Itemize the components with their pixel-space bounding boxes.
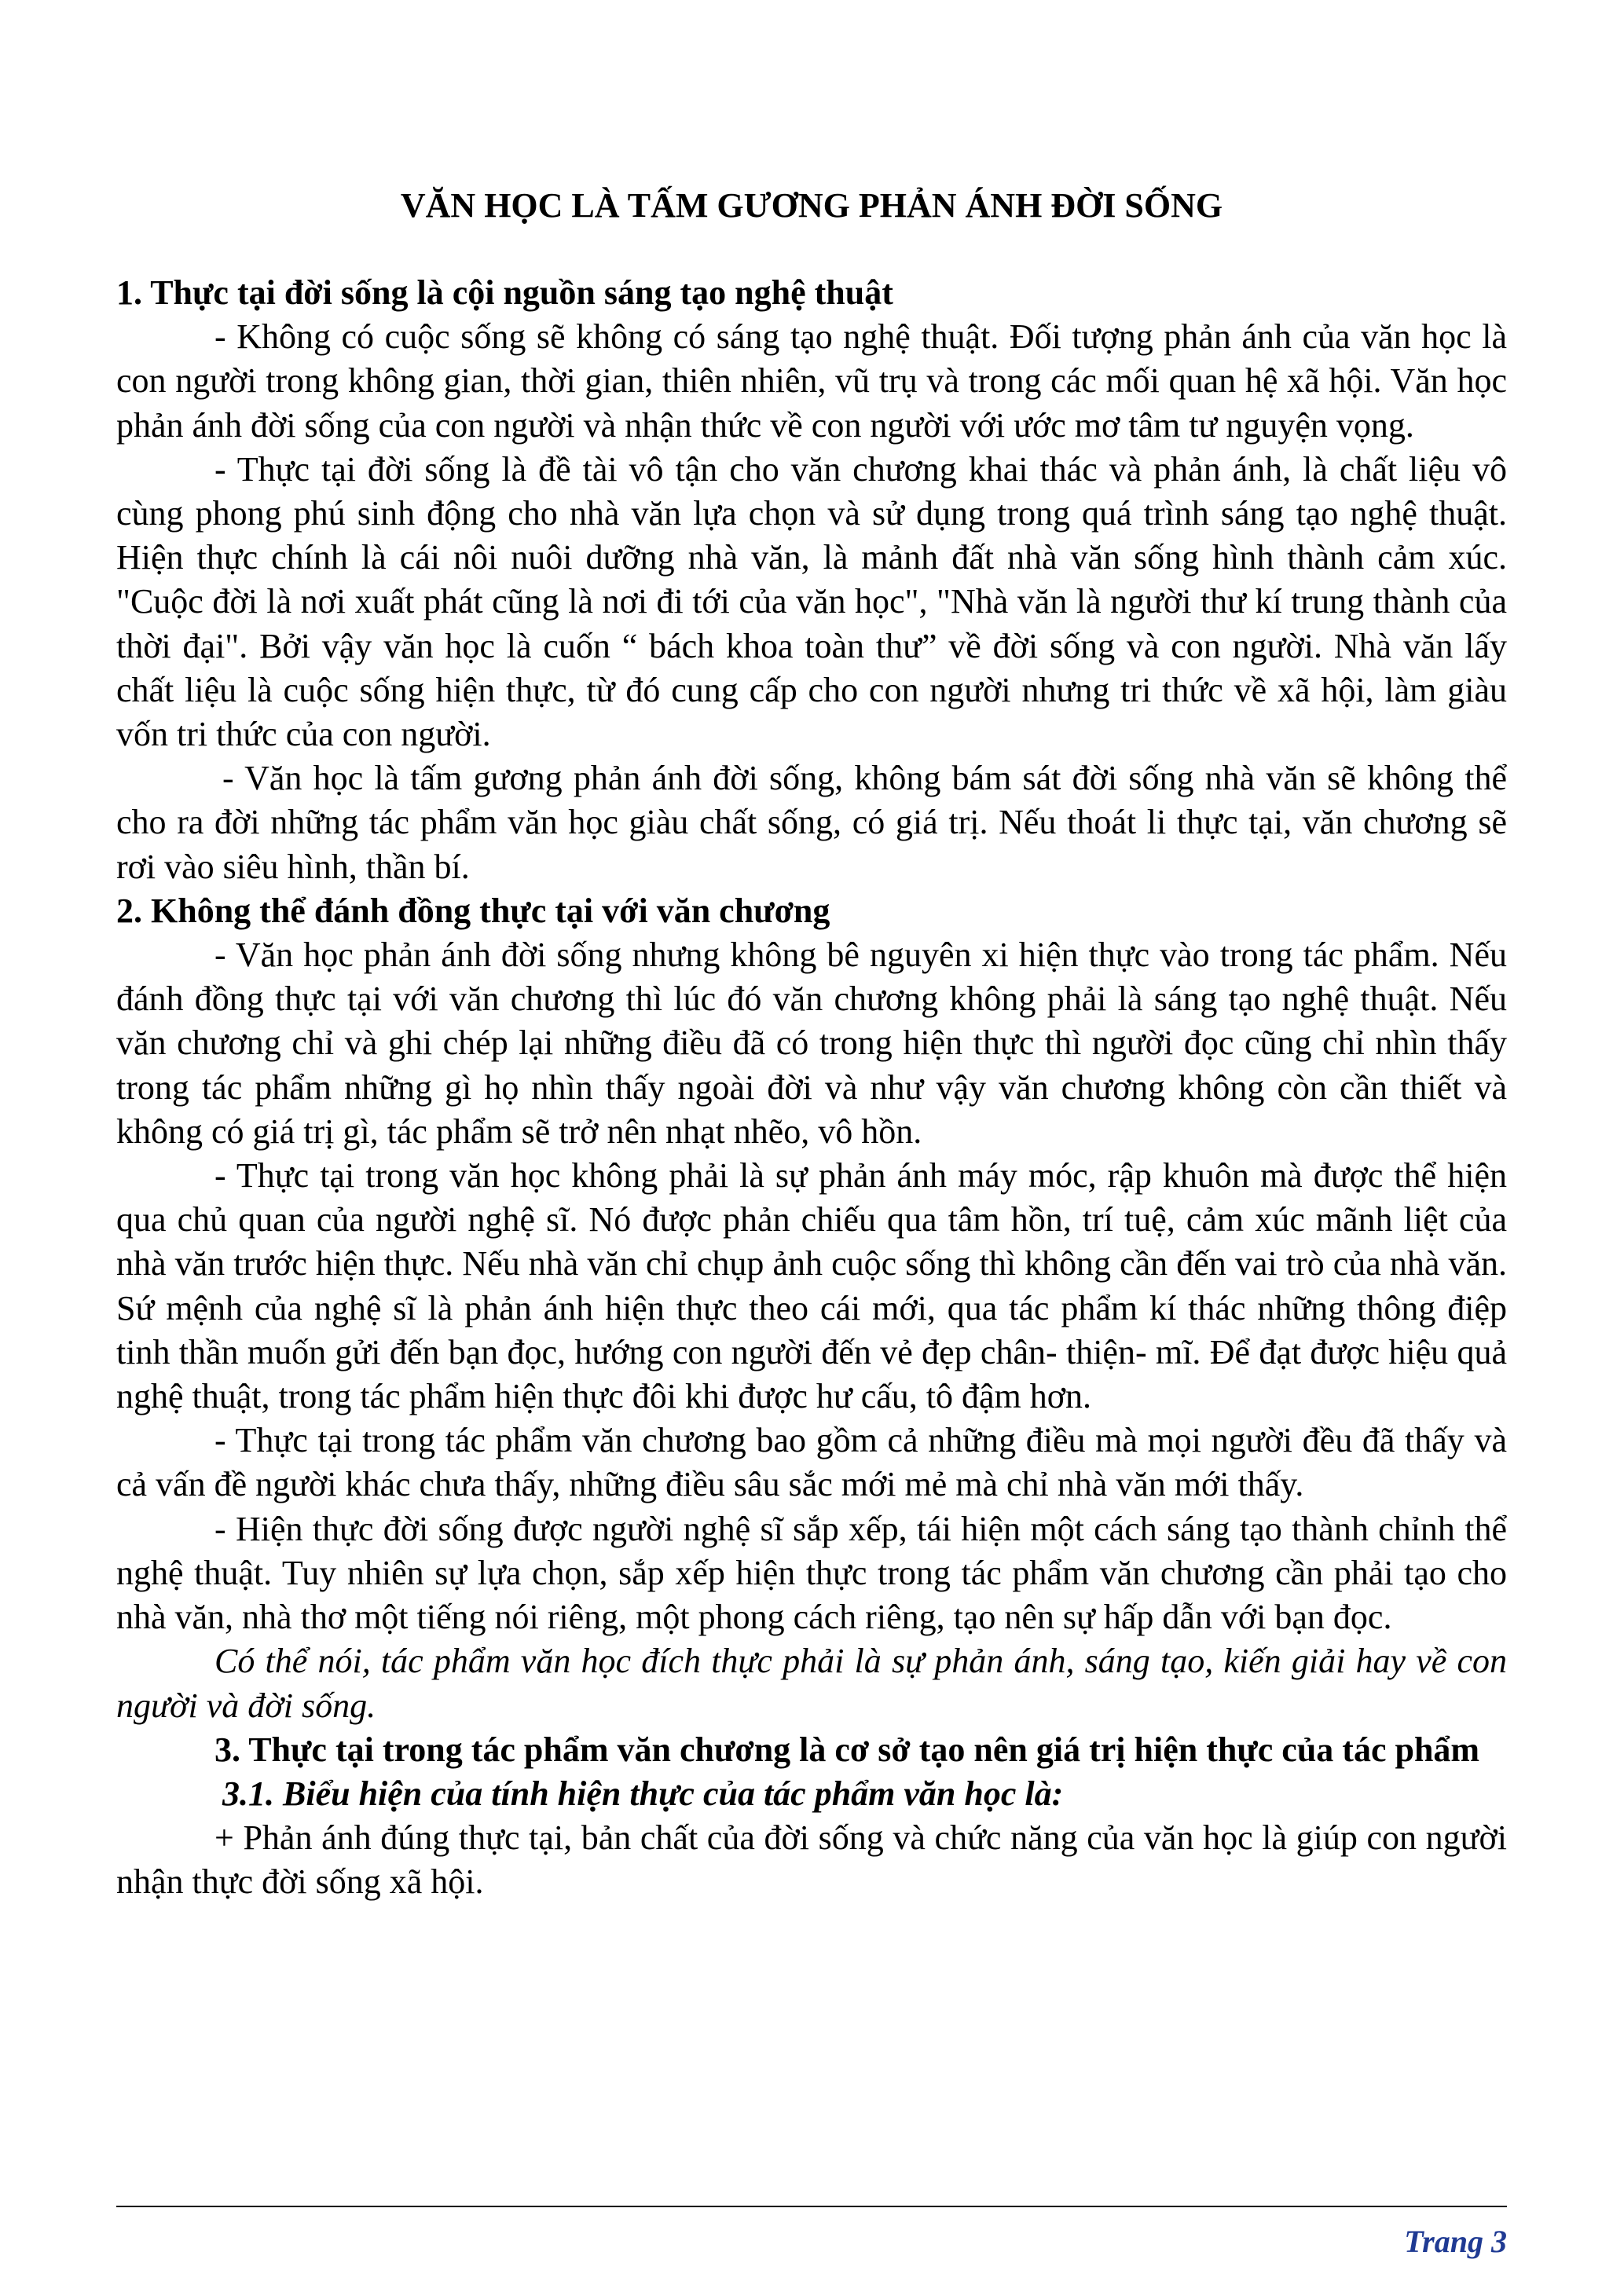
section-3-1-paragraph-1: + Phản ánh đúng thực tại, bản chất của đời sống và chức năng của văn học là giúp con người nhận thực đời sống xã hội. [116,1818,1507,1902]
section-2-conclusion: Có thể nói, tác phẩm văn học đích thực phải là sự phản ánh, sáng tạo, kiến giải hay về con người và đời sống. [116,1642,1507,1725]
section-2-paragraph-4: - Hiện thực đời sống được người nghệ sĩ sắp xếp, tái hiện một cách sáng tạo thành chỉnh thể nghệ thuật. Tuy nhiên sự lựa chọn, sắp xếp hiện thực trong tác phẩm văn chương cần phải tạo cho nhà văn, nhà thơ một tiếng nói riêng, một phong cách riêng, tạo nên sự hấp dẫn với bạn đọc. [116,1509,1507,1637]
section-3-heading: 3. Thực tại trong tác phẩm văn chương là cơ sở tạo nên giá trị hiện thực của tác phẩm [214,1730,1480,1769]
document-page [116,0,1507,2296]
document-title: VĂN HỌC LÀ TẤM GƯƠNG PHẢN ÁNH ĐỜI SỐNG [400,186,1223,225]
document-body [116,271,1507,1905]
section-3-1-heading: 3.1. Biểu hiện của tính hiện thực của tác phẩm văn học là: [222,1774,1064,1813]
footer-divider [116,2206,1507,2207]
section-1-paragraph-1: - Không có cuộc sống sẽ không có sáng tạo nghệ thuật. Đối tượng phản ánh của văn học là con người trong không gian, thời gian, thiên nhiên, vũ trụ và trong các mối quan hệ xã hội. Văn học phản ánh đời sống của con người và nhận thức về con người với ước mơ tâm tư nguyện vọng. [116,317,1507,445]
section-2-paragraph-3: - Thực tại trong tác phẩm văn chương bao gồm cả những điều mà mọi người đều đã thấy và cả vấn đề người khác chưa thấy, những điều sâu sắc mới mẻ mà chỉ nhà văn mới thấy. [116,1421,1507,1504]
section-2-heading: 2. Không thể đánh đồng thực tại với văn chương [116,891,830,930]
section-2-paragraph-2: - Thực tại trong văn học không phải là sự phản ánh máy móc, rập khuôn mà được thể hiện qua chủ quan của người nghệ sĩ. Nó được phản chiếu qua tâm hồn, trí tuệ, cảm xúc mãnh liệt của nhà văn trước hiện thực. Nếu nhà văn chỉ chụp ảnh cuộc sống thì không cần đến vai trò của nhà văn. Sứ mệnh của nghệ sĩ là phản ánh hiện thực theo cái mới, qua tác phẩm kí thác những thông điệp tinh thần muốn gửi đến bạn đọc, hướng con người đến vẻ đẹp chân- thiện- mĩ. Để đạt được hiệu quả nghệ thuật, trong tác phẩm hiện thực đôi khi được hư cấu, tô đậm hơn. [116,1156,1507,1416]
section-1-heading: 1. Thực tại đời sống là cội nguồn sáng tạo nghệ thuật [116,273,893,312]
page-number: Trang 3 [1404,2224,1507,2259]
section-1-paragraph-2: - Thực tại đời sống là đề tài vô tận cho văn chương khai thác và phản ánh, là chất liệu vô cùng phong phú sinh động cho nhà văn lựa chọn và sử dụng trong quá trình sáng tạo nghệ thuật. Hiện thực chính là cái nôi nuôi dưỡng nhà văn, là mảnh đất nhà văn sống hình thành cảm xúc. "Cuộc đời là nơi xuất phát cũng là nơi đi tới của văn học", "Nhà văn là người thư kí trung thành của thời đại". Bởi vậy văn học là cuốn “ bách khoa toàn thư” về đời sống và con người. Nhà văn lấy chất liệu là cuộc sống hiện thực, từ đó cung cấp cho con người nhưng tri thức về xã hội, làm giàu vốn tri thức của con người. [116,449,1507,754]
section-2-paragraph-1: - Văn học phản ánh đời sống nhưng không bê nguyên xi hiện thực vào trong tác phẩm. Nếu đánh đồng thực tại với văn chương thì lúc đó văn chương không phải là sáng tạo nghệ thuật. Nếu văn chương chỉ và ghi chép lại những điều đã có trong hiện thực thì người đọc cũng chỉ nhìn thấy trong tác phẩm những gì họ nhìn thấy ngoài đời và như vậy văn chương không còn cần thiết và không có giá trị gì, tác phẩm sẽ trở nên nhạt nhẽo, vô hồn. [116,936,1507,1151]
section-1-paragraph-3: - Văn học là tấm gương phản ánh đời sống, không bám sát đời sống nhà văn sẽ không thể cho ra đời những tác phẩm văn học giàu chất sống, có giá trị. Nếu thoát li thực tại, văn chương sẽ rơi vào siêu hình, thần bí. [116,759,1507,886]
